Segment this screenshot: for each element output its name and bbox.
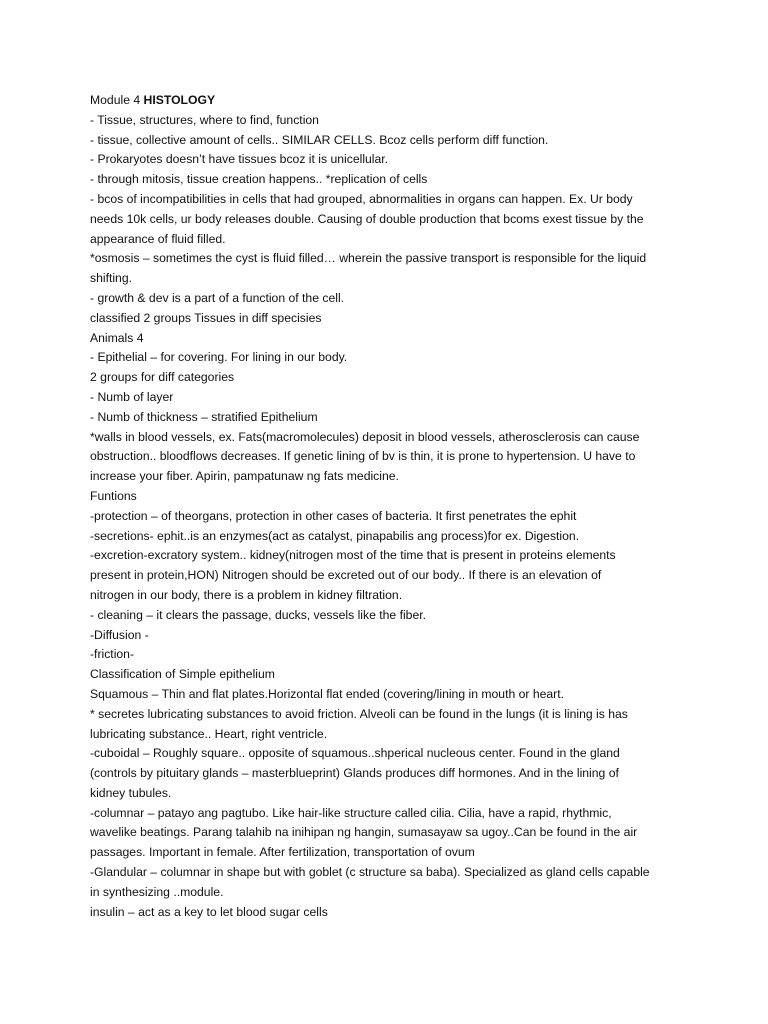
text-line: *osmosis – sometimes the cyst is fluid filled… wherein the passive transport is responsible for the liquid xyxy=(90,251,647,266)
document-title xyxy=(90,91,710,111)
text-line: - bcos of incompatibilities in cells that had grouped, abnormalities in organs can happen. Ex. Ur body xyxy=(90,191,633,206)
text-line: - Numb of thickness – stratified Epithelium xyxy=(90,409,318,424)
text-line: Animals 4 xyxy=(90,330,144,345)
title-bold: HISTOLOGY xyxy=(143,93,216,107)
text-line: nitrogen in our body, there is a problem in kidney filtration. xyxy=(90,587,403,602)
text-line: -Glandular – columnar in shape but with goblet (c structure sa baba). Specialized as gland cells capable xyxy=(90,865,650,880)
text-line: Funtions xyxy=(90,488,137,503)
text-line: 2 groups for diff categories xyxy=(90,370,235,385)
text-line: appearance of fluid filled. xyxy=(90,231,226,246)
text-line: -friction- xyxy=(90,647,135,662)
text-line: increase your fiber. Apirin, pampatunaw ng fats medicine. xyxy=(90,469,399,484)
text-line: Classification of Simple epithelium xyxy=(90,667,275,682)
text-line: -columnar – patayo ang pagtubo. Like hair-like structure called cilia. Cilia, have a rapid, rhythmic, xyxy=(90,805,612,820)
text-line: - tissue, collective amount of cells.. SIMILAR CELLS. Bcoz cells perform diff function. xyxy=(90,132,549,147)
text-line: -secretions- ephit..is an enzymes(act as catalyst, pinapabilis ang process)for ex. Digestion. xyxy=(90,528,580,543)
text-line: present in protein,HON) Nitrogen should be excreted out of our body.. If there is an elevation of xyxy=(90,568,602,583)
text-line: insulin – act as a key to let blood sugar cells xyxy=(90,904,328,919)
text-line: - Numb of layer xyxy=(90,389,174,404)
text-line: - Epithelial – for covering. For lining in our body. xyxy=(90,350,348,365)
text-line: -cuboidal – Roughly square.. opposite of squamous..shperical nucleous center. Found in the gland xyxy=(90,746,620,761)
text-line: *walls in blood vessels, ex. Fats(macromolecules) deposit in blood vessels, atherosclerosis can cause xyxy=(90,429,640,444)
text-line: -excretion-excratory system.. kidney(nitrogen most of the time that is present in proteins elements xyxy=(90,548,616,563)
text-line: - through mitosis, tissue creation happens.. *replication of cells xyxy=(90,172,428,187)
text-line: -protection – of theorgans, protection in other cases of bacteria. It first penetrates the ephit xyxy=(90,508,577,523)
text-line: in synthesizing ..module. xyxy=(90,884,224,899)
text-line: kidney tubules. xyxy=(90,785,172,800)
text-line: obstruction.. bloodflows decreases. If genetic lining of bv is thin, it is prone to hypertension. U have to xyxy=(90,449,636,464)
text-line: (controls by pituitary glands – masterblueprint) Glands produces diff hormones. And in the lining of xyxy=(90,766,619,781)
text-line: - Tissue, structures, where to find, function xyxy=(90,112,319,127)
text-line: wavelike beatings. Parang talahib na inihipan ng hangin, sumasayaw sa ugoy..Can be found in the air xyxy=(90,825,638,840)
text-line: Squamous – Thin and flat plates.Horizontal flat ended (covering/lining in mouth or heart. xyxy=(90,686,565,701)
text-line: -Diffusion - xyxy=(90,627,149,642)
document-lines xyxy=(90,111,710,923)
text-line: passages. Important in female. After fertilization, transportation of ovum xyxy=(90,845,475,860)
text-line: - cleaning – it clears the passage, ducks, vessels like the fiber. xyxy=(90,607,427,622)
document-body xyxy=(90,91,710,922)
text-line: classified 2 groups Tissues in diff specisies xyxy=(90,310,322,325)
title-prefix: Module 4 xyxy=(90,93,144,107)
text-line: * secretes lubricating substances to avoid friction. Alveoli can be found in the lungs (it is lining is has xyxy=(90,706,628,721)
text-line: - Prokaryotes doesn’t have tissues bcoz it is unicellular. xyxy=(90,152,389,167)
text-line: lubricating substance.. Heart, right ventricle. xyxy=(90,726,328,741)
text-line: shifting. xyxy=(90,271,133,286)
text-line: needs 10k cells, ur body releases double. Causing of double production that bcoms exest tissue by the xyxy=(90,211,644,226)
text-line: - growth & dev is a part of a function of the cell. xyxy=(90,290,345,305)
